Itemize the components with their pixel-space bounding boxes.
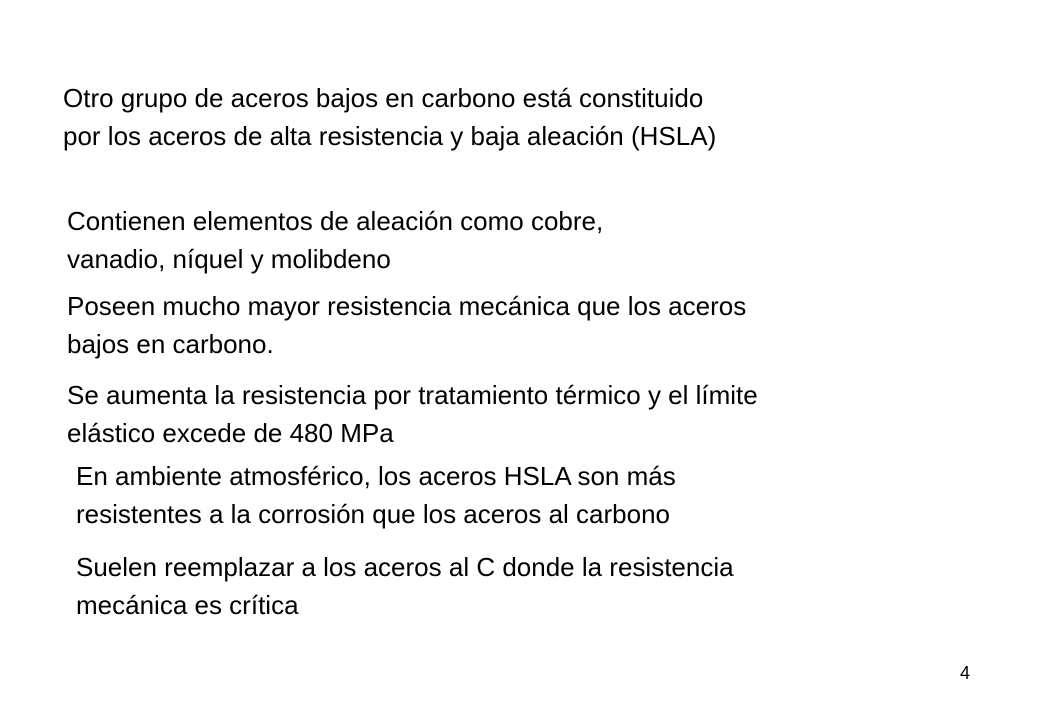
point-line-2: vanadio, níquel y molibdeno — [67, 244, 391, 274]
page-number: 4 — [960, 663, 971, 683]
point-line-1: Contienen elementos de aleación como cobre, — [67, 206, 604, 236]
point-mechanical-strength — [67, 287, 746, 363]
point-replacement — [76, 548, 734, 624]
intro-paragraph — [63, 79, 716, 155]
intro-line-2: por los aceros de alta resistencia y baja aleación (HSLA) — [63, 121, 717, 151]
point-line-1: Se aumenta la resistencia por tratamiento térmico y el límite — [67, 380, 758, 410]
point-line-1: Suelen reemplazar a los aceros al C donde la resistencia — [76, 552, 734, 582]
point-line-2: mecánica es crítica — [76, 590, 299, 620]
point-heat-treatment — [67, 376, 758, 452]
point-line-1: En ambiente atmosférico, los aceros HSLA son más — [76, 461, 676, 491]
point-line-2: bajos en carbono. — [67, 329, 274, 359]
point-alloying-elements — [67, 202, 603, 278]
point-corrosion-resistance — [76, 457, 676, 533]
point-line-1: Poseen mucho mayor resistencia mecánica que los aceros — [67, 291, 747, 321]
intro-line-1: Otro grupo de aceros bajos en carbono está constituido — [63, 83, 704, 113]
point-line-2: elástico excede de 480 MPa — [67, 418, 394, 448]
point-line-2: resistentes a la corrosión que los aceros al carbono — [76, 499, 670, 529]
